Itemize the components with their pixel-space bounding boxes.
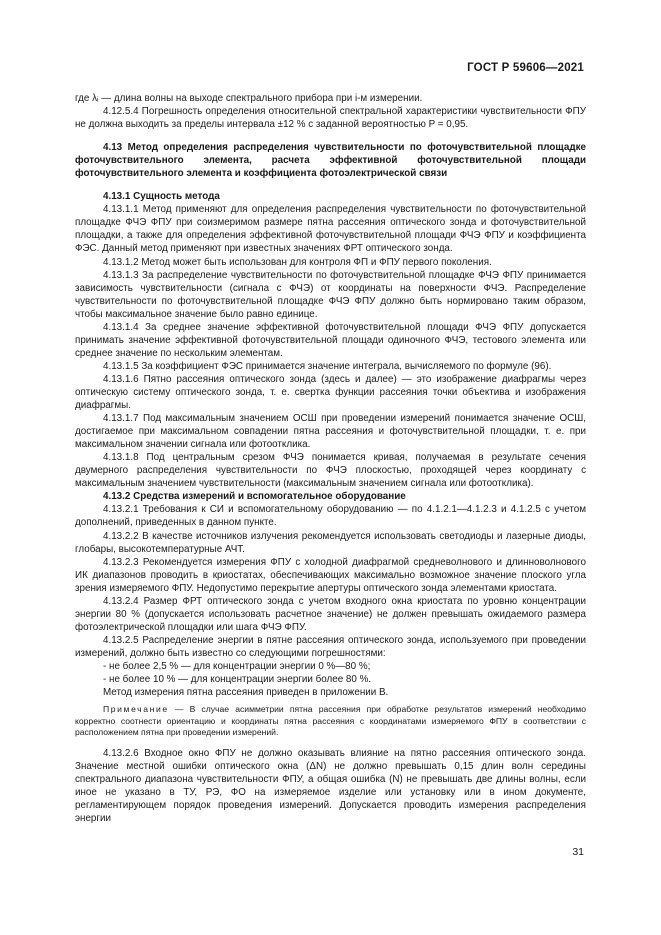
note	[75, 704, 586, 739]
paragraph: 4.13.1.6 Пятно рассеяния оптического зонда (здесь и далее) — это изображение диафрагмы через оптическую систему оптического зонда, т. е. свертка функции рассеяния точки объектива и изображения диафрагмы.	[75, 373, 586, 412]
paragraph: 4.13.2.3 Рекомендуется измерения ФПУ с холодной диафрагмой средневолнового и длинноволнового ИК диапазонов проводить в криостатах, обеспечивающих максимально возможное значение плоского угла зрения измеряемого ФПУ. Недопустимо перекрытие апертуры оптического зонда элементами криостата.	[75, 556, 586, 594]
paragraph: - не более 2,5 % — для концентрации энергии 0 %—80 %;	[103, 660, 371, 672]
paragraph: 4.13.1.4 За среднее значение эффективной фоточувствительной площади ФЧЭ ФПУ допускается принимать значение эффективной фоточувствительной площади одиночного ФЧЭ, тестового элемента или среднее значение по нескольким элементам.	[75, 321, 586, 359]
paragraph: Метод измерения пятна рассеяния приведен в приложении В.	[103, 687, 389, 699]
paragraph: 4.13.2.5 Распределение энергии в пятне рассеяния оптического зонда, используемого при проведении измерений, должно быть известно со следующими погрешностями:	[75, 634, 586, 659]
paragraph-4-13-2-6: 4.13.2.6 Входное окно ФПУ не должно оказывать влияние на пятно рассеяния оптического зонда. Значение местной ошибки оптического окна (ΔN) не должно превышать 0,15 длин волн середины спектрального диапазона чувствительности ФПУ, а общая ошибка (N) не превышать две длины волны, если иное не указано в ТУ, РЭ, ФО на измеряемое изделие или установку или в ином документе, регламентирующем порядок проведения измерений. Допускается проводить измерения распределения энергии	[75, 747, 586, 824]
paragraph: 4.13.1.2 Метод может быть использован для контроля ФП и ФПУ первого поколения.	[103, 256, 492, 268]
note-label: Примечание	[103, 704, 169, 715]
paragraph: 4.13.2 Средства измерений и вспомогательное оборудование	[103, 491, 406, 503]
paragraph-gap	[75, 131, 586, 141]
paragraph: 4.13.1.7 Под максимальным значением ОСШ при проведении измерений понимается значение ОСШ, достигаемое при максимальном совпадении пятна рассеяния и фоточувствительной площадки, т. е. при максимальном значении сигнала или фотоотклика.	[75, 413, 586, 451]
paragraph: 4.13.1.8 Под центральным срезом ФЧЭ понимается кривая, получаемая в результате сечения двумерного распределения чувствительности по ФЧЭ плоскостью, проходящей через координату с максимальным значением чувствительности (максимальным значением сигнала или фотоотклика).	[75, 452, 586, 490]
paragraph: 4.13.2.4 Размер ФРТ оптического зонда с учетом входного окна криостата по уровню концентрации энергии 80 % (допускается использовать расчетное значение) не должен превышать ожидаемого размера фотоэлектрической площадки или шага ФЧЭ ФПУ.	[75, 595, 586, 633]
paragraph: где λᵢ — длина волны на выходе спектрального прибора при i-м измерении.	[75, 93, 423, 104]
paragraph: 4.12.5.4 Погрешность определения относительной спектральной характеристики чувствительности ФПУ не должна выходить за пределы интервала ±12 % с заданной вероятностью P = 0,95.	[75, 106, 586, 131]
document-header: ГОСТ Р 59606—2021	[467, 62, 584, 74]
paragraph-gap	[75, 180, 586, 190]
paragraph: 4.13.2.1 Требования к СИ и вспомогательному оборудованию — по 4.1.2.1—4.1.2.3 и 4.1.2.5 с учетом дополнений, приведенных в данном пункте.	[75, 504, 586, 529]
document-body	[75, 92, 586, 825]
page-number: 31	[572, 846, 584, 858]
paragraph: 4.13.1.3 За распределение чувствительности по фоточувствительной площадке ФЧЭ ФПУ принимается зависимость чувствительности (сигнала с ФЧЭ) от координаты на поверхности ФЧЭ. Распределение чувствительности по фоточувствительной площадке ФЧЭ ФПУ должно быть нормировано таким образом, чтобы максимальное значение было равно единице.	[75, 269, 586, 320]
paragraph: 4.13 Метод определения распределения чувствительности по фоточувствительной площадке фоточувствительного элемента, расчета эффективной фоточувствительной площади фоточувствительного элемента и коэффициента фотоэлектрической связи	[75, 142, 586, 180]
paragraph: - не более 10 % — для концентрации энергии более 80 %.	[103, 674, 372, 686]
paragraph-list	[75, 92, 586, 699]
paragraph: 4.13.1 Сущность метода	[103, 191, 220, 203]
paragraph: 4.13.2.2 В качестве источников излучения рекомендуется использовать светодиоды и лазерные диоды, глобары, высокотемпературные АЧТ.	[75, 530, 586, 555]
paragraph: 4.13.1.1 Метод применяют для определения распределения чувствительности по фоточувствительной площадке ФЧЭ ФПУ при соизмеримом размере пятна рассеяния оптического зонда и фоточувствительной площадки, а также для определения эффективной фоточувствительной площади ФЧЭ ФПУ и коэффициента ФЭС. Данный метод применяют при известных значениях ФРТ оптического зонда.	[75, 204, 586, 255]
paragraph: 4.13.1.5 За коэффициент ФЭС принимается значение интеграла, вычисляемого по формуле (96).	[103, 360, 552, 372]
note-text: — В случае асимметрии пятна рассеяния при обработке результатов измерений необходимо корректно соотнести ориентацию и координаты пятна рассеяния с координатами измеряемого ФПУ в соответствии с расположением пятна при проведении измерений.	[75, 704, 586, 738]
